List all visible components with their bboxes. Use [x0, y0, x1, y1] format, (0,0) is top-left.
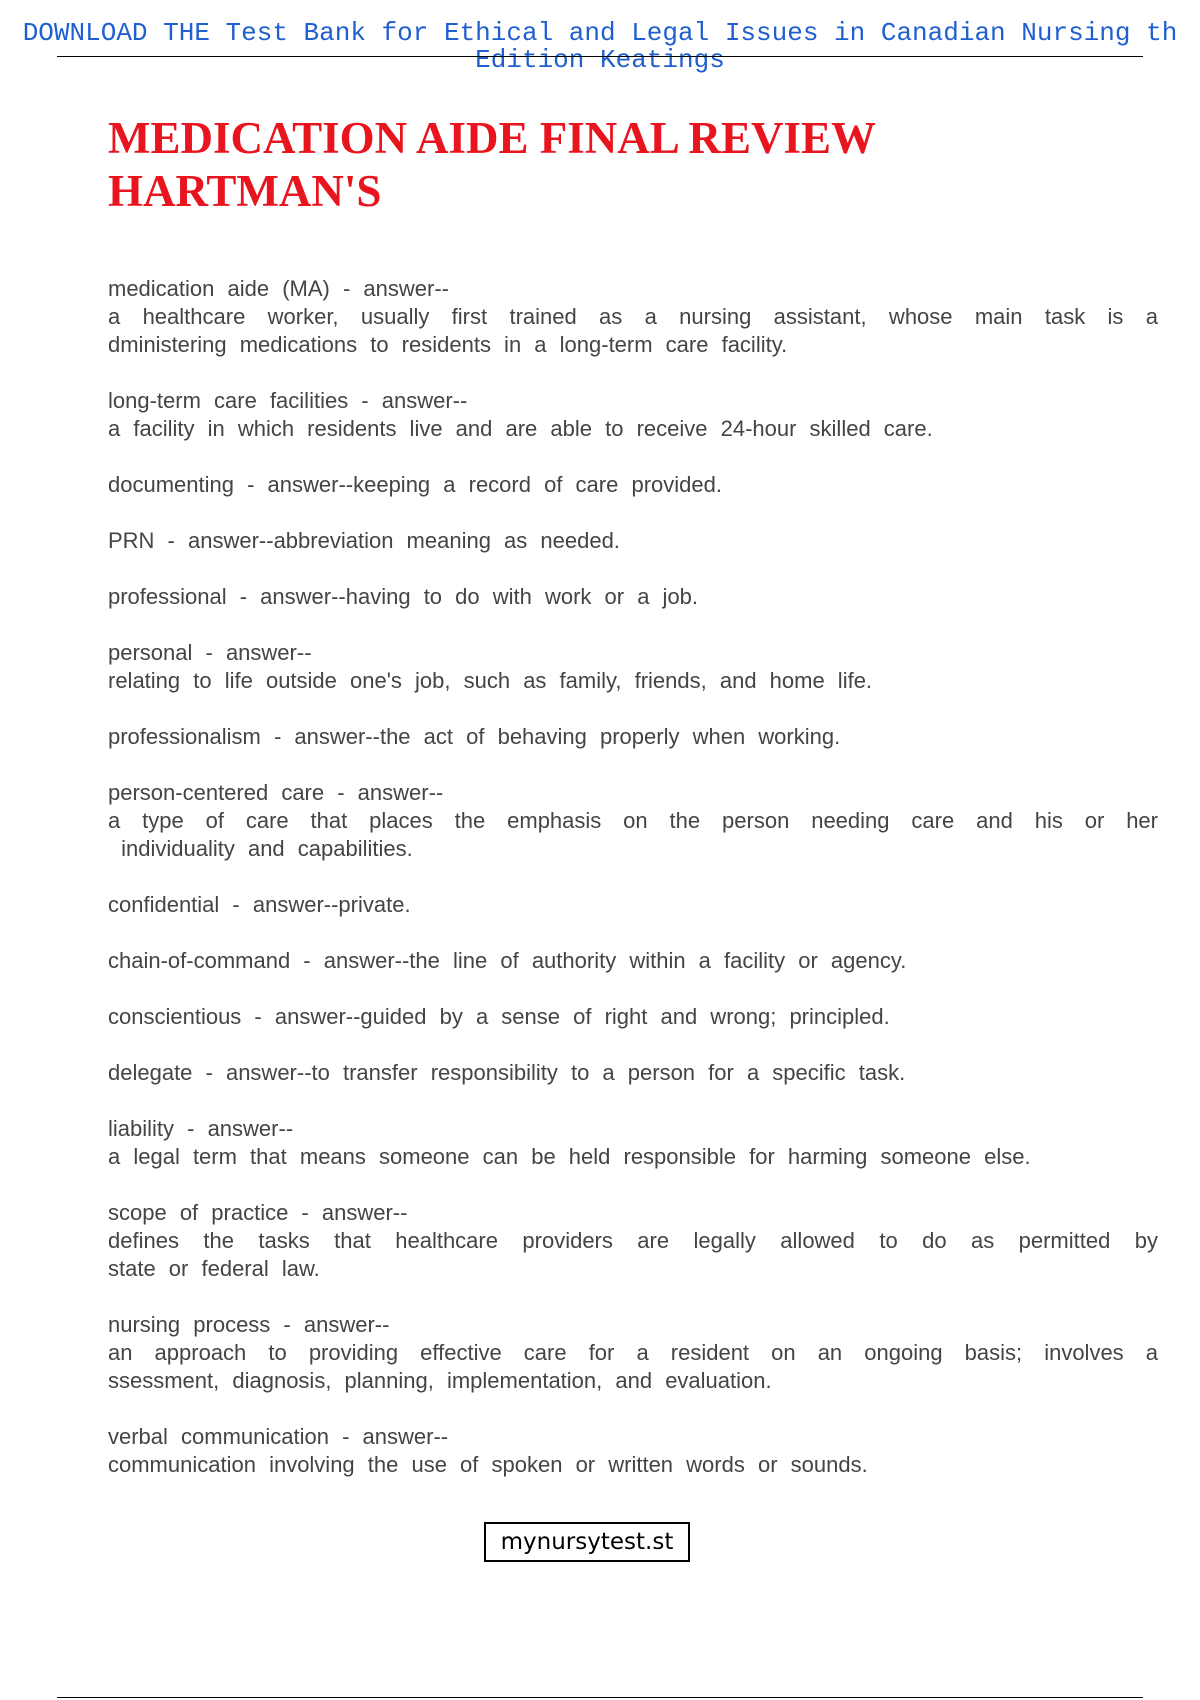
download-link[interactable]: DOWNLOAD THE Test Bank for Ethical and Legal Issues in Canadian Nursing th Edition Keatings: [22, 18, 1178, 75]
entry-nursing-process: [108, 1311, 1158, 1395]
entry-term: chain-of-command - answer--the line of authority within a facility or agency.: [108, 948, 907, 973]
entry-definition-line: relating to life outside one's job, such as family, friends, and home life.: [108, 668, 873, 693]
entry-term: person-centered care - answer--: [108, 780, 444, 805]
title-line-1: MEDICATION AIDE FINAL REVIEW: [108, 113, 877, 163]
source-watermark-box: mynursytest.st: [484, 1522, 690, 1562]
review-entries: [108, 275, 1158, 1507]
entry-medication-aide: [108, 275, 1158, 359]
entry-definition-line: state or federal law.: [108, 1256, 320, 1281]
entry-definition-line: ssessment, diagnosis, planning, implementation, and evaluation.: [108, 1368, 772, 1393]
entry-term: nursing process - answer--: [108, 1312, 390, 1337]
header-divider: [57, 56, 1143, 57]
entry-term: confidential - answer--private.: [108, 892, 411, 917]
entry-definition-line: dministering medications to residents in a long-term care facility.: [108, 332, 788, 357]
entry-person-centered-care: [108, 779, 1158, 863]
entry-definition-line: a type of care that places the emphasis on the person needing care and his or her: [108, 808, 1158, 833]
entry-term: personal - answer--: [108, 640, 312, 665]
entry-term: liability - answer--: [108, 1116, 294, 1141]
entry-term: medication aide (MA) - answer--: [108, 276, 449, 301]
entry-definition-line: a facility in which residents live and are able to receive 24-hour skilled care.: [108, 416, 933, 441]
entry-professionalism: [108, 723, 1158, 751]
entry-documenting: [108, 471, 1158, 499]
entry-long-term-care-facilities: [108, 387, 1158, 443]
entry-professional: [108, 583, 1158, 611]
entry-verbal-communication: [108, 1423, 1158, 1479]
footer-divider: [57, 1697, 1143, 1698]
entry-definition-line: an approach to providing effective care for a resident on an ongoing basis; involves a: [108, 1340, 1158, 1365]
entry-term: delegate - answer--to transfer responsibility to a person for a specific task.: [108, 1060, 906, 1085]
entry-conscientious: [108, 1003, 1158, 1031]
entry-chain-of-command: [108, 947, 1158, 975]
entry-term: professionalism - answer--the act of behaving properly when working.: [108, 724, 841, 749]
entry-definition-line: a legal term that means someone can be held responsible for harming someone else.: [108, 1144, 1031, 1169]
entry-definition-line: defines the tasks that healthcare providers are legally allowed to do as permitted by: [108, 1228, 1158, 1253]
entry-personal: [108, 639, 1158, 695]
entry-prn: [108, 527, 1158, 555]
entry-confidential: [108, 891, 1158, 919]
entry-definition-line: communication involving the use of spoken or written words or sounds.: [108, 1452, 868, 1477]
entry-term: long-term care facilities - answer--: [108, 388, 468, 413]
entry-liability: [108, 1115, 1158, 1171]
title-line-2: HARTMAN'S: [108, 166, 382, 216]
entry-term: scope of practice - answer--: [108, 1200, 408, 1225]
entry-definition-line: individuality and capabilities.: [108, 836, 413, 861]
entry-scope-of-practice: [108, 1199, 1158, 1283]
entry-term: documenting - answer--keeping a record of care provided.: [108, 472, 722, 497]
entry-term: conscientious - answer--guided by a sense of right and wrong; principled.: [108, 1004, 890, 1029]
entry-definition-line: a healthcare worker, usually first trained as a nursing assistant, whose main task is a: [108, 304, 1158, 329]
entry-delegate: [108, 1059, 1158, 1087]
page-title: [108, 112, 1108, 218]
entry-term: PRN - answer--abbreviation meaning as needed.: [108, 528, 620, 553]
entry-term: professional - answer--having to do with work or a job.: [108, 584, 699, 609]
entry-term: verbal communication - answer--: [108, 1424, 449, 1449]
